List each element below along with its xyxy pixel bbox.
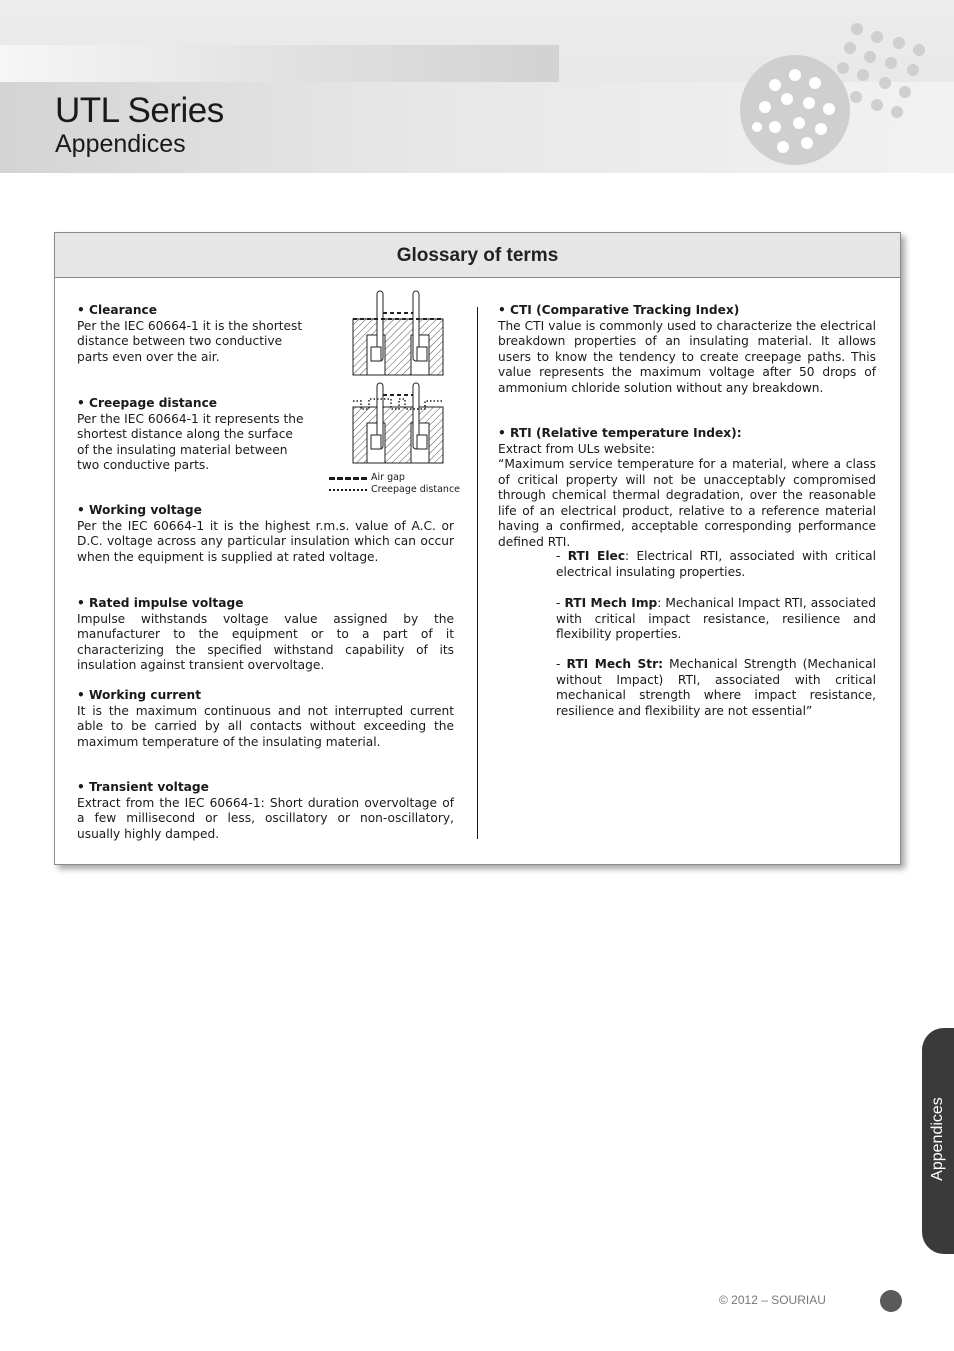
diagram-legend xyxy=(329,472,460,496)
term-definition: Per the IEC 60664-1 it is the shortest distance between two conductive parts even over the air. xyxy=(77,318,303,364)
column-divider xyxy=(477,307,478,839)
glossary-item-rated-impulse-voltage xyxy=(77,596,454,674)
page-title: UTL Series xyxy=(55,91,224,130)
term-label: • Clearance xyxy=(77,303,158,317)
glossary-item-transient-voltage xyxy=(77,780,454,842)
subitem-label: RTI Elec xyxy=(567,549,626,563)
subitem-label: RTI Mech Str: xyxy=(566,657,663,671)
glossary-item-rti xyxy=(498,426,876,550)
side-tab-label: Appendices xyxy=(929,1097,946,1181)
page-subtitle: Appendices xyxy=(55,130,186,158)
header-band xyxy=(0,45,559,82)
term-label: • RTI (Relative temperature Index): xyxy=(498,426,742,440)
term-definition: Per the IEC 60664-1 it represents the shortest distance along the surface of the insulating material between two conductive parts. xyxy=(77,411,304,472)
glossary-item-cti xyxy=(498,303,876,396)
rti-subitem-mech-imp: - RTI Mech Imp: Mechanical Impact RTI, associated with critical impact resistance, resilience and flexibility properties. xyxy=(556,596,876,641)
term-label: • Rated impulse voltage xyxy=(77,596,244,610)
rti-subitem-elec: - RTI Elec: Electrical RTI, associated with critical electrical insulating properties. xyxy=(556,549,876,579)
legend-creepage: Creepage distance xyxy=(329,484,460,496)
page-marker-icon xyxy=(880,1290,902,1312)
term-definition: Per the IEC 60664-1 it is the highest r.m.s. value of A.C. or D.C. voltage across any particular insulation which can occur when the equipment is supplied at rated voltage. xyxy=(77,518,454,564)
rti-subitem-mech-str: - RTI Mech Str: Mechanical Strength (Mechanical without Impact) RTI, associated with critical mechanical strength where impact resistance, resilience and flexibility are not essential” xyxy=(556,657,876,718)
term-definition: Impulse withstands voltage value assigned by the manufacturer to the equipment or to a part of it characterizing the specified withstand capability of its insulation against transient overvoltage. xyxy=(77,611,454,672)
clearance-creepage-diagram xyxy=(325,289,455,499)
dotted-line-icon xyxy=(329,489,367,491)
glossary-item-creepage xyxy=(77,396,307,474)
term-label: • Working voltage xyxy=(77,503,202,517)
subitem-text: Mechanical Strength (Mechanical without Impact) RTI, associated with critical mechanical strength where impact resistance, resilience and flexibility are not essential” xyxy=(556,657,876,718)
dots-logo-icon xyxy=(735,15,954,175)
glossary-item-clearance xyxy=(77,303,307,365)
glossary-item-working-current xyxy=(77,688,454,750)
glossary-header xyxy=(55,233,900,278)
term-definition: The CTI value is commonly used to characterize the electrical breakdown properties of an insulating material. It allows users to know the tendency to create creepage paths. This value represents the maximum voltage after 50 drops of ammonium chloride solution without any breakdown. xyxy=(498,318,876,395)
subitem-text: : Mechanical Impact RTI, associated with critical impact resistance, resilience and flexibility properties. xyxy=(556,596,876,641)
term-definition: It is the maximum continuous and not interrupted current able to be carried by all contacts without exceeding the maximum temperature of the insulating material. xyxy=(77,703,454,749)
dash-line-icon xyxy=(329,477,367,480)
term-definition: Extract from the IEC 60664-1: Short duration overvoltage of a few millisecond or less, oscillatory or non-oscillatory, usually highly damped. xyxy=(77,795,454,841)
glossary-card xyxy=(54,232,901,865)
subitem-label: RTI Mech Imp xyxy=(564,596,658,610)
term-source: Extract from ULs website: xyxy=(498,441,656,456)
term-label: • CTI (Comparative Tracking Index) xyxy=(498,303,740,317)
footer-copyright: © 2012 – SOURIAU xyxy=(719,1293,826,1307)
subitem-text: : Electrical RTI, associated with critical electrical insulating properties. xyxy=(556,549,876,579)
glossary-title: Glossary of terms xyxy=(396,245,559,266)
term-definition: “Maximum service temperature for a material, where a class of critical property will not be unacceptably compromised through chemical thermal degradation, over the reasonable life of an electrical product, relative to a reference material having a confirmed, acceptable corresponding performance defined RTI. xyxy=(498,457,876,549)
term-label: • Creepage distance xyxy=(77,396,218,410)
glossary-item-working-voltage xyxy=(77,503,454,565)
legend-air-gap: Air gap xyxy=(329,472,460,484)
term-label: • Transient voltage xyxy=(77,780,209,794)
term-label: • Working current xyxy=(77,688,202,702)
